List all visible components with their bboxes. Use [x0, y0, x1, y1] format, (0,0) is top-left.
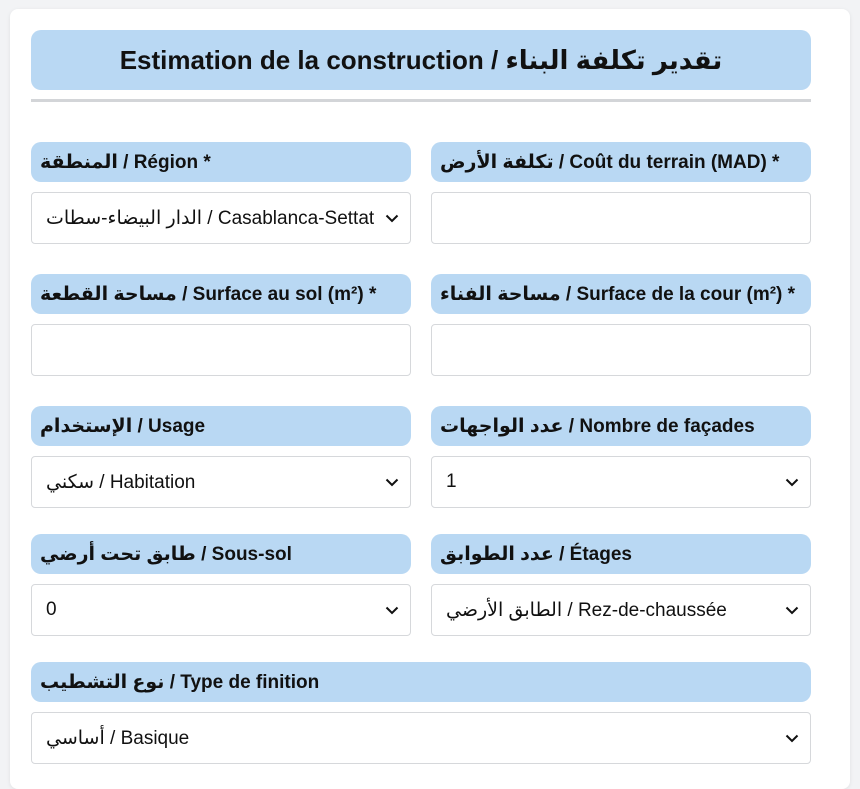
page-title: Estimation de la construction / تقدير تكلفة البناء — [119, 44, 723, 75]
finish-type-select-value: أساسي / Basique — [46, 727, 190, 749]
courtyard-area-label: مساحة الفناء / Surface de la cour (m²) * — [431, 274, 811, 314]
facades-field — [431, 406, 811, 508]
basement-select-value: 0 — [46, 599, 57, 620]
floors-select[interactable] — [431, 584, 811, 636]
floors-label: عدد الطوابق / Étages — [431, 534, 811, 574]
usage-label: الإستخدام / Usage — [31, 406, 411, 446]
land-cost-label: تكلفة الأرض / Coût du terrain (MAD) * — [431, 142, 811, 182]
land-cost-input[interactable] — [431, 192, 811, 244]
land-cost-field — [431, 142, 811, 244]
region-select[interactable] — [31, 192, 411, 244]
facades-select-value: 1 — [446, 471, 457, 492]
usage-select-value: سكني / Habitation — [46, 471, 196, 493]
floors-select-value: الطابق الأرضي / Rez-de-chaussée — [446, 599, 727, 621]
basement-select[interactable] — [31, 584, 411, 636]
facades-label: عدد الواجهات / Nombre de façades — [431, 406, 811, 446]
region-field — [31, 142, 411, 244]
courtyard-area-input[interactable] — [431, 324, 811, 376]
basement-field — [31, 534, 411, 636]
title-divider — [31, 99, 811, 102]
chevron-down-icon — [384, 602, 400, 618]
finish-type-field — [31, 662, 811, 764]
ground-area-input[interactable] — [31, 324, 411, 376]
ground-area-label: مساحة القطعة / Surface au sol (m²) * — [31, 274, 411, 314]
chevron-down-icon — [784, 602, 800, 618]
finish-type-select[interactable] — [31, 712, 811, 764]
facades-select[interactable] — [431, 456, 811, 508]
chevron-down-icon — [384, 210, 400, 226]
courtyard-area-field — [431, 274, 811, 376]
page-title-banner — [31, 30, 811, 90]
usage-select[interactable] — [31, 456, 411, 508]
chevron-down-icon — [384, 474, 400, 490]
region-label: المنطقة / Région * — [31, 142, 411, 182]
region-select-value: الدار البيضاء-سطات / Casablanca-Settat — [46, 207, 375, 229]
usage-field — [31, 406, 411, 508]
chevron-down-icon — [784, 474, 800, 490]
finish-type-label: نوع التشطيب / Type de finition — [31, 662, 811, 702]
ground-area-field — [31, 274, 411, 376]
floors-field — [431, 534, 811, 636]
chevron-down-icon — [784, 730, 800, 746]
basement-label: طابق تحت أرضي / Sous-sol — [31, 534, 411, 574]
